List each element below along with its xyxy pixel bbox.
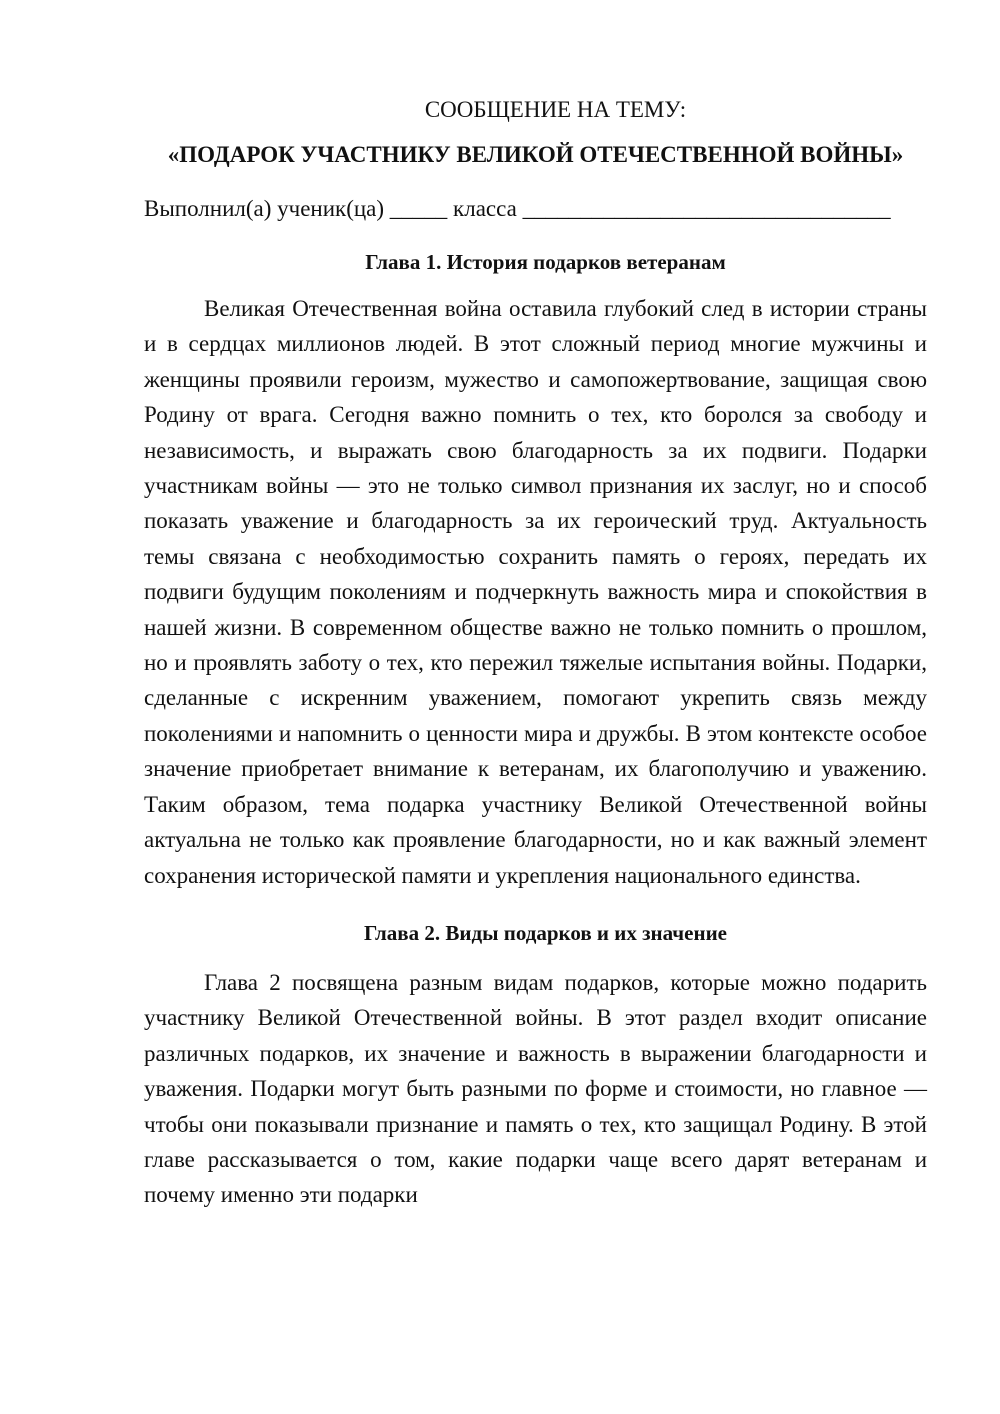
chapter-2-paragraph: Глава 2 посвящена разным видам подарков, которые можно подарить участнику Великой Отечественной войны. В этот раздел входит описание различных подарков, их значение и важность в выражении благодарности и уважения. Подарки могут быть разными по форме и стоимости, но главное — чтобы они показывали признание и память о тех, кто защищал Родину. В этой главе рассказывается о том, какие подарки чаще всего дарят ветеранам и почему именно эти подарки — [144, 969, 927, 1208]
chapter-2-title: Глава 2. Виды подарков и их значение — [363, 920, 727, 945]
chapter-1-paragraph: Великая Отечественная война оставила глубокий след в истории страны и в сердцах миллионов людей. В этот сложный период многие мужчины и женщины проявили героизм, мужество и самопожертвование, защищая свою Родину от врага. Сегодня важно помнить о тех, кто боролся за свободу и независимость, и выражать свою благодарность за их подвиги. Подарки участникам войны — это не только символ признания их заслуг, но и способ показать уважение и благодарность за их героический труд. Актуальность темы связана с необходимостью сохранить память о героях, передать их подвиги будущим поколениям и подчеркнуть важность мира и спокойствия в нашей жизни. В современном обществе важно не только помнить о прошлом, но и проявлять заботу о тех, кто пережил тяжелые испытания войны. Подарки, сделанные с искренним уважением, помогают укрепить связь между поколениями и напомнить о ценности мира и дружбы. В этом контексте особое значение приобретает внимание к ветеранам, их благополучию и уважению. Таким образом, тема подарка участнику Великой Отечественной войны актуальна не только как проявление благодарности, но и как важный элемент сохранения исторической памяти и укрепления национального единства. — [144, 296, 927, 888]
author-line: Выполнил(а) ученик(ца) _____ класса ________________________________ — [144, 196, 891, 221]
document-heading: СООБЩЕНИЕ НА ТЕМУ: — [424, 97, 687, 122]
chapter-1-title: Глава 1. История подарков ветеранам — [365, 250, 726, 274]
document-title: «ПОДАРОК УЧАСТНИКУ ВЕЛИКОЙ ОТЕЧЕСТВЕННОЙ ВОЙНЫ» — [167, 142, 904, 167]
